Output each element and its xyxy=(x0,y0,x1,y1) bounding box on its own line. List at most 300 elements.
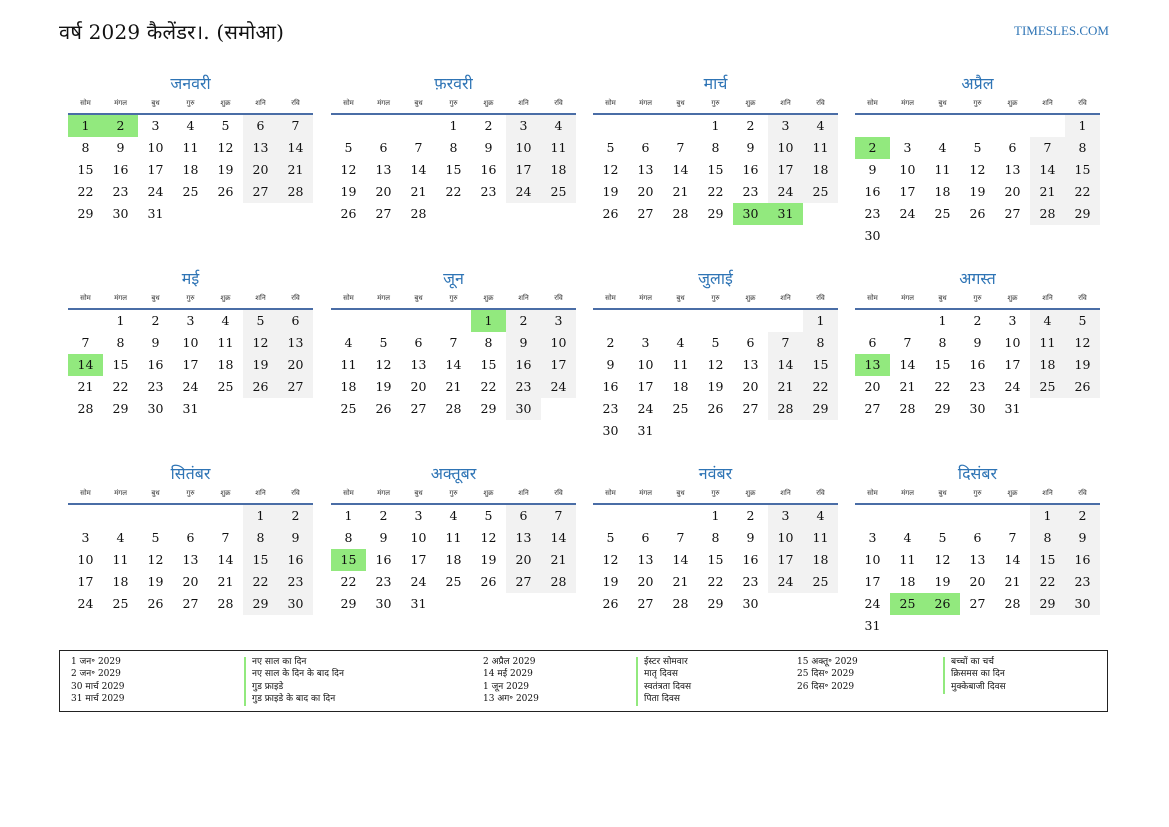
day-cell[interactable]: 27 xyxy=(742,401,759,416)
day-cell[interactable]: 8 xyxy=(1030,527,1065,549)
day-cell[interactable]: 26 xyxy=(375,401,392,416)
day-cell[interactable]: 16 xyxy=(147,357,164,372)
day-cell[interactable]: 10 xyxy=(1004,335,1021,350)
day-cell[interactable]: 21 xyxy=(672,184,689,199)
holiday-day-cell[interactable]: 1 xyxy=(68,115,103,137)
day-cell[interactable]: 16 xyxy=(375,552,392,567)
day-cell[interactable]: 7 xyxy=(903,335,912,350)
day-cell[interactable]: 9 xyxy=(278,527,313,549)
day-cell[interactable]: 28 xyxy=(217,596,234,611)
day-cell[interactable]: 10 xyxy=(410,530,427,545)
day-cell[interactable]: 6 xyxy=(641,140,650,155)
day-cell[interactable]: 11 xyxy=(112,552,129,567)
holiday-day-cell[interactable]: 25 xyxy=(890,593,925,615)
day-cell[interactable]: 15 xyxy=(243,549,278,571)
day-cell[interactable]: 11 xyxy=(803,137,838,159)
site-link[interactable]: TIMESLES.COM xyxy=(1014,23,1109,38)
day-cell[interactable]: 31 xyxy=(1004,401,1021,416)
day-cell[interactable]: 19 xyxy=(243,354,278,376)
day-cell[interactable]: 17 xyxy=(1004,357,1021,372)
day-cell[interactable]: 22 xyxy=(340,574,357,589)
day-cell[interactable]: 12 xyxy=(147,552,164,567)
day-cell[interactable]: 7 xyxy=(676,140,685,155)
holiday-day-cell[interactable]: 14 xyxy=(68,354,103,376)
day-cell[interactable]: 24 xyxy=(864,596,881,611)
day-cell[interactable]: 29 xyxy=(803,398,838,420)
day-cell[interactable]: 10 xyxy=(506,137,541,159)
day-cell[interactable]: 22 xyxy=(707,184,724,199)
day-cell[interactable]: 1 xyxy=(1030,505,1065,527)
day-cell[interactable]: 30 xyxy=(112,206,129,221)
day-cell[interactable]: 2 xyxy=(278,505,313,527)
day-cell[interactable]: 13 xyxy=(506,527,541,549)
day-cell[interactable]: 5 xyxy=(711,335,720,350)
day-cell[interactable]: 2 xyxy=(973,313,982,328)
day-cell[interactable]: 23 xyxy=(742,574,759,589)
day-cell[interactable]: 29 xyxy=(1030,593,1065,615)
day-cell[interactable]: 14 xyxy=(410,162,427,177)
day-cell[interactable]: 30 xyxy=(506,398,541,420)
day-cell[interactable]: 4 xyxy=(803,115,838,137)
day-cell[interactable]: 25 xyxy=(445,574,462,589)
day-cell[interactable]: 22 xyxy=(445,184,462,199)
day-cell[interactable]: 23 xyxy=(278,571,313,593)
day-cell[interactable]: 9 xyxy=(116,140,125,155)
day-cell[interactable]: 14 xyxy=(541,527,576,549)
day-cell[interactable]: 15 xyxy=(112,357,129,372)
day-cell[interactable]: 16 xyxy=(1065,549,1100,571)
day-cell[interactable]: 12 xyxy=(375,357,392,372)
day-cell[interactable]: 20 xyxy=(410,379,427,394)
day-cell[interactable]: 20 xyxy=(375,184,392,199)
day-cell[interactable]: 20 xyxy=(969,574,986,589)
day-cell[interactable]: 22 xyxy=(934,379,951,394)
day-cell[interactable]: 19 xyxy=(375,379,392,394)
holiday-day-cell[interactable]: 1 xyxy=(471,310,506,332)
day-cell[interactable]: 27 xyxy=(506,571,541,593)
day-cell[interactable]: 21 xyxy=(899,379,916,394)
day-cell[interactable]: 1 xyxy=(1065,115,1100,137)
day-cell[interactable]: 20 xyxy=(506,549,541,571)
day-cell[interactable]: 18 xyxy=(672,379,689,394)
day-cell[interactable]: 11 xyxy=(182,140,199,155)
day-cell[interactable]: 28 xyxy=(672,596,689,611)
day-cell[interactable]: 9 xyxy=(379,530,388,545)
day-cell[interactable]: 12 xyxy=(969,162,986,177)
day-cell[interactable]: 16 xyxy=(112,162,129,177)
day-cell[interactable]: 18 xyxy=(934,184,951,199)
day-cell[interactable]: 28 xyxy=(278,181,313,203)
day-cell[interactable]: 24 xyxy=(410,574,427,589)
day-cell[interactable]: 30 xyxy=(278,593,313,615)
day-cell[interactable]: 3 xyxy=(641,335,650,350)
day-cell[interactable]: 7 xyxy=(676,530,685,545)
day-cell[interactable]: 29 xyxy=(707,596,724,611)
day-cell[interactable]: 9 xyxy=(1065,527,1100,549)
day-cell[interactable]: 10 xyxy=(77,552,94,567)
day-cell[interactable]: 7 xyxy=(449,335,458,350)
day-cell[interactable]: 21 xyxy=(541,549,576,571)
day-cell[interactable]: 27 xyxy=(637,206,654,221)
day-cell[interactable]: 16 xyxy=(506,354,541,376)
day-cell[interactable]: 5 xyxy=(379,335,388,350)
day-cell[interactable]: 7 xyxy=(81,335,90,350)
day-cell[interactable]: 12 xyxy=(243,332,278,354)
day-cell[interactable]: 28 xyxy=(672,206,689,221)
day-cell[interactable]: 21 xyxy=(445,379,462,394)
day-cell[interactable]: 20 xyxy=(278,354,313,376)
day-cell[interactable]: 17 xyxy=(410,552,427,567)
day-cell[interactable]: 29 xyxy=(934,401,951,416)
day-cell[interactable]: 30 xyxy=(147,401,164,416)
day-cell[interactable]: 5 xyxy=(151,530,160,545)
day-cell[interactable]: 18 xyxy=(112,574,129,589)
day-cell[interactable]: 16 xyxy=(742,552,759,567)
day-cell[interactable]: 30 xyxy=(742,596,759,611)
day-cell[interactable]: 12 xyxy=(217,140,234,155)
day-cell[interactable]: 7 xyxy=(221,530,230,545)
day-cell[interactable]: 16 xyxy=(480,162,497,177)
day-cell[interactable]: 19 xyxy=(147,574,164,589)
day-cell[interactable]: 21 xyxy=(672,574,689,589)
day-cell[interactable]: 9 xyxy=(151,335,160,350)
day-cell[interactable]: 26 xyxy=(1065,376,1100,398)
day-cell[interactable]: 14 xyxy=(217,552,234,567)
day-cell[interactable]: 4 xyxy=(541,115,576,137)
day-cell[interactable]: 21 xyxy=(1004,574,1021,589)
day-cell[interactable]: 3 xyxy=(868,530,877,545)
day-cell[interactable]: 25 xyxy=(541,181,576,203)
day-cell[interactable]: 29 xyxy=(77,206,94,221)
day-cell[interactable]: 19 xyxy=(969,184,986,199)
day-cell[interactable]: 10 xyxy=(768,527,803,549)
day-cell[interactable]: 22 xyxy=(803,376,838,398)
day-cell[interactable]: 4 xyxy=(803,505,838,527)
day-cell[interactable]: 11 xyxy=(1030,332,1065,354)
day-cell[interactable]: 10 xyxy=(899,162,916,177)
day-cell[interactable]: 12 xyxy=(340,162,357,177)
day-cell[interactable]: 6 xyxy=(973,530,982,545)
day-cell[interactable]: 14 xyxy=(1004,552,1021,567)
day-cell[interactable]: 29 xyxy=(340,596,357,611)
day-cell[interactable]: 3 xyxy=(186,313,195,328)
day-cell[interactable]: 30 xyxy=(375,596,392,611)
day-cell[interactable]: 24 xyxy=(899,206,916,221)
day-cell[interactable]: 8 xyxy=(711,140,720,155)
holiday-day-cell[interactable]: 13 xyxy=(855,354,890,376)
day-cell[interactable]: 20 xyxy=(637,184,654,199)
day-cell[interactable]: 28 xyxy=(541,571,576,593)
day-cell[interactable]: 4 xyxy=(903,530,912,545)
day-cell[interactable]: 13 xyxy=(637,552,654,567)
day-cell[interactable]: 31 xyxy=(637,423,654,438)
day-cell[interactable]: 15 xyxy=(707,162,724,177)
day-cell[interactable]: 3 xyxy=(506,115,541,137)
day-cell[interactable]: 6 xyxy=(1008,140,1017,155)
day-cell[interactable]: 22 xyxy=(480,379,497,394)
day-cell[interactable]: 20 xyxy=(864,379,881,394)
day-cell[interactable]: 15 xyxy=(1065,159,1100,181)
day-cell[interactable]: 2 xyxy=(379,508,388,523)
day-cell[interactable]: 19 xyxy=(934,574,951,589)
day-cell[interactable]: 19 xyxy=(602,184,619,199)
day-cell[interactable]: 25 xyxy=(803,571,838,593)
day-cell[interactable]: 2 xyxy=(746,118,755,133)
day-cell[interactable]: 24 xyxy=(506,181,541,203)
day-cell[interactable]: 29 xyxy=(480,401,497,416)
day-cell[interactable]: 9 xyxy=(746,530,755,545)
day-cell[interactable]: 22 xyxy=(1030,571,1065,593)
day-cell[interactable]: 26 xyxy=(243,376,278,398)
day-cell[interactable]: 15 xyxy=(480,357,497,372)
day-cell[interactable]: 5 xyxy=(606,530,615,545)
day-cell[interactable]: 12 xyxy=(1065,332,1100,354)
day-cell[interactable]: 15 xyxy=(934,357,951,372)
day-cell[interactable]: 17 xyxy=(768,549,803,571)
day-cell[interactable]: 23 xyxy=(969,379,986,394)
day-cell[interactable]: 23 xyxy=(375,574,392,589)
day-cell[interactable]: 26 xyxy=(602,206,619,221)
day-cell[interactable]: 16 xyxy=(742,162,759,177)
day-cell[interactable]: 5 xyxy=(344,140,353,155)
day-cell[interactable]: 1 xyxy=(344,508,353,523)
day-cell[interactable]: 27 xyxy=(1004,206,1021,221)
day-cell[interactable]: 9 xyxy=(868,162,877,177)
day-cell[interactable]: 24 xyxy=(768,571,803,593)
day-cell[interactable]: 11 xyxy=(445,530,462,545)
day-cell[interactable]: 18 xyxy=(899,574,916,589)
day-cell[interactable]: 3 xyxy=(768,115,803,137)
day-cell[interactable]: 19 xyxy=(340,184,357,199)
day-cell[interactable]: 1 xyxy=(711,118,720,133)
day-cell[interactable]: 21 xyxy=(768,376,803,398)
day-cell[interactable]: 21 xyxy=(77,379,94,394)
day-cell[interactable]: 17 xyxy=(864,574,881,589)
day-cell[interactable]: 17 xyxy=(899,184,916,199)
day-cell[interactable]: 12 xyxy=(480,530,497,545)
day-cell[interactable]: 26 xyxy=(480,574,497,589)
day-cell[interactable]: 29 xyxy=(1065,203,1100,225)
day-cell[interactable]: 6 xyxy=(641,530,650,545)
day-cell[interactable]: 6 xyxy=(506,505,541,527)
day-cell[interactable]: 9 xyxy=(506,332,541,354)
day-cell[interactable]: 30 xyxy=(969,401,986,416)
day-cell[interactable]: 10 xyxy=(182,335,199,350)
day-cell[interactable]: 18 xyxy=(445,552,462,567)
day-cell[interactable]: 17 xyxy=(182,357,199,372)
day-cell[interactable]: 23 xyxy=(112,184,129,199)
holiday-day-cell[interactable]: 31 xyxy=(768,203,803,225)
holiday-day-cell[interactable]: 15 xyxy=(331,549,366,571)
day-cell[interactable]: 21 xyxy=(217,574,234,589)
day-cell[interactable]: 18 xyxy=(340,379,357,394)
day-cell[interactable]: 1 xyxy=(243,505,278,527)
day-cell[interactable]: 13 xyxy=(969,552,986,567)
day-cell[interactable]: 4 xyxy=(449,508,458,523)
day-cell[interactable]: 2 xyxy=(746,508,755,523)
day-cell[interactable]: 10 xyxy=(768,137,803,159)
day-cell[interactable]: 22 xyxy=(112,379,129,394)
day-cell[interactable]: 3 xyxy=(1008,313,1017,328)
day-cell[interactable]: 6 xyxy=(243,115,278,137)
day-cell[interactable]: 27 xyxy=(969,596,986,611)
day-cell[interactable]: 25 xyxy=(112,596,129,611)
day-cell[interactable]: 22 xyxy=(77,184,94,199)
day-cell[interactable]: 15 xyxy=(1030,549,1065,571)
day-cell[interactable]: 14 xyxy=(672,552,689,567)
day-cell[interactable]: 5 xyxy=(606,140,615,155)
day-cell[interactable]: 23 xyxy=(506,376,541,398)
day-cell[interactable]: 12 xyxy=(707,357,724,372)
day-cell[interactable]: 15 xyxy=(445,162,462,177)
day-cell[interactable]: 6 xyxy=(186,530,195,545)
day-cell[interactable]: 13 xyxy=(637,162,654,177)
day-cell[interactable]: 1 xyxy=(449,118,458,133)
day-cell[interactable]: 24 xyxy=(541,376,576,398)
day-cell[interactable]: 2 xyxy=(484,118,493,133)
day-cell[interactable]: 24 xyxy=(637,401,654,416)
day-cell[interactable]: 16 xyxy=(278,549,313,571)
day-cell[interactable]: 20 xyxy=(637,574,654,589)
day-cell[interactable]: 28 xyxy=(1030,203,1065,225)
day-cell[interactable]: 3 xyxy=(903,140,912,155)
day-cell[interactable]: 8 xyxy=(344,530,353,545)
day-cell[interactable]: 26 xyxy=(217,184,234,199)
day-cell[interactable]: 1 xyxy=(803,310,838,332)
day-cell[interactable]: 4 xyxy=(1030,310,1065,332)
day-cell[interactable]: 28 xyxy=(899,401,916,416)
day-cell[interactable]: 19 xyxy=(1065,354,1100,376)
holiday-day-cell[interactable]: 2 xyxy=(855,137,890,159)
day-cell[interactable]: 5 xyxy=(243,310,278,332)
day-cell[interactable]: 17 xyxy=(506,159,541,181)
day-cell[interactable]: 18 xyxy=(803,549,838,571)
day-cell[interactable]: 28 xyxy=(77,401,94,416)
day-cell[interactable]: 1 xyxy=(711,508,720,523)
day-cell[interactable]: 5 xyxy=(484,508,493,523)
day-cell[interactable]: 11 xyxy=(803,527,838,549)
day-cell[interactable]: 5 xyxy=(1065,310,1100,332)
day-cell[interactable]: 13 xyxy=(1004,162,1021,177)
day-cell[interactable]: 29 xyxy=(707,206,724,221)
day-cell[interactable]: 17 xyxy=(147,162,164,177)
day-cell[interactable]: 27 xyxy=(864,401,881,416)
day-cell[interactable]: 6 xyxy=(868,335,877,350)
day-cell[interactable]: 9 xyxy=(606,357,615,372)
day-cell[interactable]: 25 xyxy=(217,379,234,394)
day-cell[interactable]: 30 xyxy=(1065,593,1100,615)
day-cell[interactable]: 8 xyxy=(243,527,278,549)
day-cell[interactable]: 11 xyxy=(934,162,951,177)
day-cell[interactable]: 1 xyxy=(938,313,947,328)
day-cell[interactable]: 10 xyxy=(637,357,654,372)
day-cell[interactable]: 20 xyxy=(243,159,278,181)
day-cell[interactable]: 12 xyxy=(602,162,619,177)
day-cell[interactable]: 23 xyxy=(864,206,881,221)
day-cell[interactable]: 4 xyxy=(221,313,230,328)
day-cell[interactable]: 25 xyxy=(182,184,199,199)
day-cell[interactable]: 25 xyxy=(803,181,838,203)
day-cell[interactable]: 21 xyxy=(278,159,313,181)
day-cell[interactable]: 5 xyxy=(938,530,947,545)
day-cell[interactable]: 8 xyxy=(116,335,125,350)
day-cell[interactable]: 31 xyxy=(182,401,199,416)
day-cell[interactable]: 16 xyxy=(969,357,986,372)
day-cell[interactable]: 9 xyxy=(973,335,982,350)
day-cell[interactable]: 24 xyxy=(182,379,199,394)
day-cell[interactable]: 11 xyxy=(672,357,689,372)
day-cell[interactable]: 20 xyxy=(742,379,759,394)
day-cell[interactable]: 17 xyxy=(77,574,94,589)
day-cell[interactable]: 27 xyxy=(243,181,278,203)
day-cell[interactable]: 3 xyxy=(541,310,576,332)
day-cell[interactable]: 7 xyxy=(278,115,313,137)
day-cell[interactable]: 10 xyxy=(864,552,881,567)
day-cell[interactable]: 18 xyxy=(1030,354,1065,376)
day-cell[interactable]: 27 xyxy=(410,401,427,416)
day-cell[interactable]: 7 xyxy=(541,505,576,527)
day-cell[interactable]: 18 xyxy=(541,159,576,181)
day-cell[interactable]: 20 xyxy=(1004,184,1021,199)
day-cell[interactable]: 28 xyxy=(768,398,803,420)
day-cell[interactable]: 24 xyxy=(147,184,164,199)
day-cell[interactable]: 14 xyxy=(445,357,462,372)
day-cell[interactable]: 22 xyxy=(243,571,278,593)
day-cell[interactable]: 14 xyxy=(672,162,689,177)
day-cell[interactable]: 4 xyxy=(186,118,195,133)
day-cell[interactable]: 6 xyxy=(414,335,423,350)
day-cell[interactable]: 25 xyxy=(672,401,689,416)
day-cell[interactable]: 9 xyxy=(484,140,493,155)
day-cell[interactable]: 3 xyxy=(81,530,90,545)
day-cell[interactable]: 23 xyxy=(742,184,759,199)
day-cell[interactable]: 24 xyxy=(1004,379,1021,394)
day-cell[interactable]: 29 xyxy=(243,593,278,615)
day-cell[interactable]: 15 xyxy=(77,162,94,177)
day-cell[interactable]: 10 xyxy=(541,332,576,354)
day-cell[interactable]: 5 xyxy=(973,140,982,155)
day-cell[interactable]: 4 xyxy=(938,140,947,155)
day-cell[interactable]: 2 xyxy=(151,313,160,328)
day-cell[interactable]: 27 xyxy=(278,376,313,398)
day-cell[interactable]: 4 xyxy=(344,335,353,350)
day-cell[interactable]: 12 xyxy=(602,552,619,567)
day-cell[interactable]: 28 xyxy=(410,206,427,221)
day-cell[interactable]: 13 xyxy=(742,357,759,372)
day-cell[interactable]: 21 xyxy=(410,184,427,199)
day-cell[interactable]: 12 xyxy=(934,552,951,567)
day-cell[interactable]: 24 xyxy=(77,596,94,611)
day-cell[interactable]: 31 xyxy=(864,618,881,633)
day-cell[interactable]: 17 xyxy=(541,354,576,376)
day-cell[interactable]: 7 xyxy=(1030,137,1065,159)
day-cell[interactable]: 25 xyxy=(934,206,951,221)
day-cell[interactable]: 7 xyxy=(1008,530,1017,545)
day-cell[interactable]: 13 xyxy=(278,332,313,354)
day-cell[interactable]: 7 xyxy=(414,140,423,155)
day-cell[interactable]: 8 xyxy=(803,332,838,354)
day-cell[interactable]: 23 xyxy=(480,184,497,199)
day-cell[interactable]: 29 xyxy=(112,401,129,416)
day-cell[interactable]: 26 xyxy=(969,206,986,221)
day-cell[interactable]: 21 xyxy=(1030,181,1065,203)
day-cell[interactable]: 19 xyxy=(602,574,619,589)
day-cell[interactable]: 19 xyxy=(217,162,234,177)
day-cell[interactable]: 14 xyxy=(1030,159,1065,181)
day-cell[interactable]: 23 xyxy=(602,401,619,416)
day-cell[interactable]: 16 xyxy=(864,184,881,199)
day-cell[interactable]: 10 xyxy=(147,140,164,155)
